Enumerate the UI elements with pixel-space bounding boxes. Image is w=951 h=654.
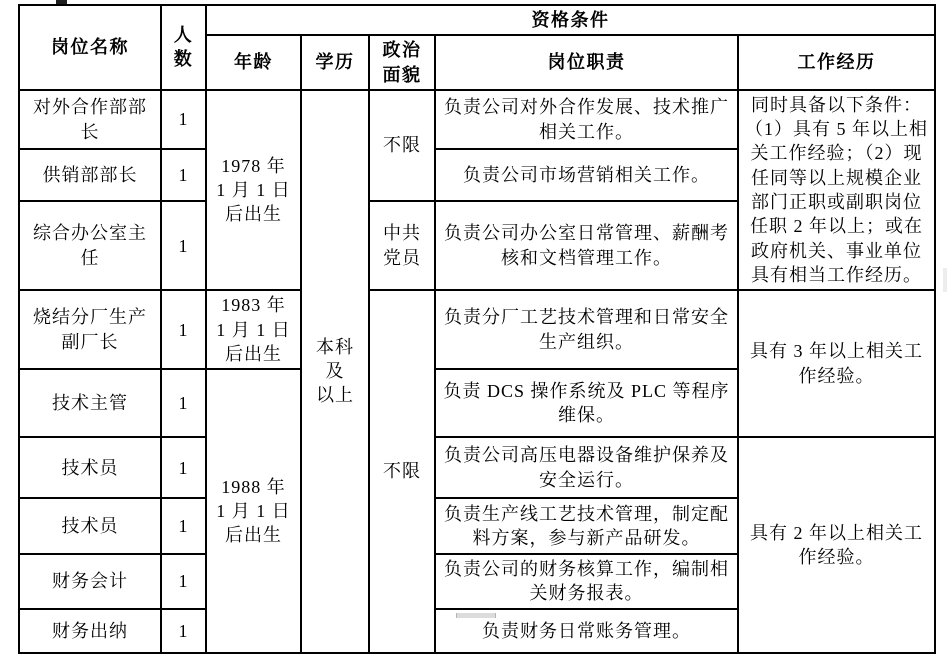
experience-cell-3yr: 具有 3 年以上相关工作经验。 <box>738 290 935 437</box>
experience-cell-2yr: 具有 2 年以上相关工作经验。 <box>738 437 935 653</box>
duty-cell: 负责生产线工艺技术管理，制定配料方案，参与新产品研发。 <box>435 498 738 554</box>
position-cell: 财务出纳 <box>19 609 161 653</box>
headcount-cell: 1 <box>161 609 206 653</box>
age-cell-1978: 1978 年 1 月 1 日 后出生 <box>206 90 301 290</box>
duty-cell: 负责公司的财务核算工作，编制相关财务报表。 <box>435 554 738 609</box>
education-cell: 本科 及 以上 <box>301 90 369 653</box>
artifact-right-edge-mark <box>943 268 947 292</box>
duty-cell: 负责公司办公室日常管理、薪酬考核和文档管理工作。 <box>435 201 738 290</box>
header-political: 政治 面貌 <box>369 35 435 90</box>
header-education: 学历 <box>301 35 369 90</box>
duty-cell: 负责公司高压电器设备维护保养及安全运行。 <box>435 437 738 498</box>
headcount-cell: 1 <box>161 554 206 609</box>
duty-cell: 负责财务日常账务管理。 <box>435 609 738 653</box>
header-headcount: 人 数 <box>161 5 206 90</box>
age-cell-1983: 1983 年 1 月 1 日 后出生 <box>206 290 301 369</box>
header-qualification: 资格条件 <box>206 5 935 35</box>
headcount-cell: 1 <box>161 369 206 437</box>
headcount-cell: 1 <box>161 437 206 498</box>
position-cell: 综合办公室主任 <box>19 201 161 290</box>
position-cell: 技术员 <box>19 498 161 554</box>
headcount-cell: 1 <box>161 498 206 554</box>
duty-cell: 负责 DCS 操作系统及 PLC 等程序维保。 <box>435 369 738 437</box>
headcount-cell: 1 <box>161 149 206 201</box>
position-cell: 供销部部长 <box>19 149 161 201</box>
age-cell-1988: 1988 年 1 月 1 日 后出生 <box>206 369 301 653</box>
political-cell-unlimited-top: 不限 <box>369 90 435 201</box>
headcount-cell: 1 <box>161 90 206 149</box>
headcount-cell: 1 <box>161 201 206 290</box>
duty-cell: 负责公司对外合作发展、技术推广相关工作。 <box>435 90 738 149</box>
header-age: 年龄 <box>206 35 301 90</box>
headcount-cell: 1 <box>161 290 206 369</box>
position-cell: 财务会计 <box>19 554 161 609</box>
position-cell: 对外合作部部长 <box>19 90 161 149</box>
duty-cell: 负责分厂工艺技术管理和日常安全生产组织。 <box>435 290 738 369</box>
duty-cell: 负责公司市场营销相关工作。 <box>435 149 738 201</box>
table-row <box>19 437 935 498</box>
political-cell-unlimited-bottom: 不限 <box>369 290 435 652</box>
position-cell: 烧结分厂生产副厂长 <box>19 290 161 369</box>
position-cell: 技术主管 <box>19 369 161 437</box>
table-row <box>19 290 935 369</box>
position-cell: 技术员 <box>19 437 161 498</box>
table-row <box>19 90 935 149</box>
header-duty: 岗位职责 <box>435 35 738 90</box>
header-position: 岗位名称 <box>19 5 161 90</box>
recruitment-table <box>18 4 936 654</box>
header-experience: 工作经历 <box>738 35 935 90</box>
political-cell-party-member: 中共 党员 <box>369 201 435 290</box>
experience-cell-senior: 同时具备以下条件：（1）具有 5 年以上相关工作经验；（2）现任同等以上规模企业部门正职或副职岗位任职 2 年以上；或在政府机关、事业单位具有相当工作经历。 <box>738 90 935 290</box>
header-row-top <box>19 5 935 35</box>
